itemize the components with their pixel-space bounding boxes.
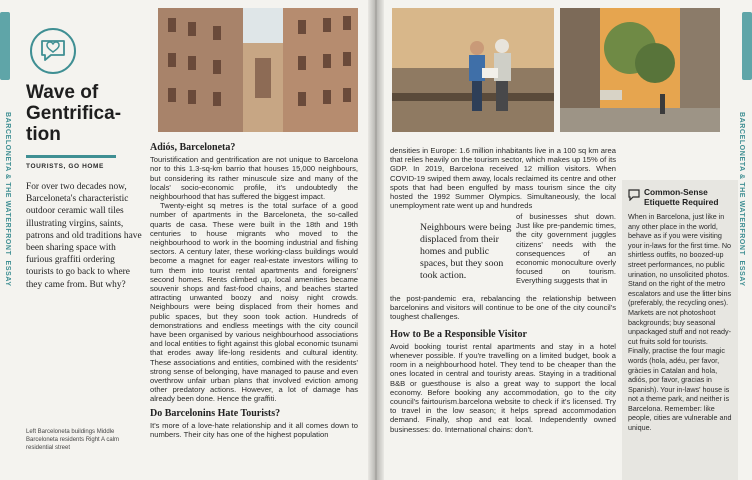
paragraph: densities in Europe: 1.6 million inhabitants live in a 100 sq km area that relies heavily on the tourism sector, which makes up 15% of its GDP. In 2019, Barcelona received 12 million visitors. When COVID-19 swiped them away, locals reclaimed its centre and other spots that had been engulfed by mass tourism since the city hosted the 1992 Summer Olympics. Simultaneously, the local unemployment rate went up and hundreds	[390, 146, 616, 211]
pull-quote: Neighbours were being displaced from their homes and public spaces, but they soon took action.	[420, 222, 512, 281]
intro-paragraph: For over two decades now, Barceloneta's characteristic outdoor ceramic wall tiles illustrating virgins, saints, patrons and old traditions have been sharing space with furious graffiti ordering tourists to go back to where they came from. But why?	[26, 182, 142, 290]
category-label: TOURISTS, GO HOME	[26, 163, 104, 170]
sidebar-header	[628, 188, 734, 207]
subheading-responsible-visitor: How to Be a Responsible Visitor	[390, 328, 527, 340]
right-column-top	[390, 146, 616, 210]
photo-calm-street	[560, 8, 720, 132]
heading-rule	[26, 155, 116, 158]
section-tab-marker	[742, 12, 752, 80]
paragraph: the post-pandemic era, rebalancing the relationship between barcelonins and visitors will continue to be one of the city council's toughest challenges.	[390, 294, 616, 322]
right-column-bottom	[390, 294, 616, 434]
paragraph: of businesses shut down. Just like pre-pandemic times, the city government juggles citizens' needs with the consequences of an economic monoculture overly focused on tourism. Everything suggests that in	[516, 212, 616, 286]
article-heading: Wave of Gentrifica-tion	[26, 82, 122, 145]
etiquette-sidebar	[622, 180, 738, 480]
section-label: BARCELONETA & THE WATERFRONT ESSAY	[738, 112, 745, 287]
left-article-column	[150, 140, 358, 439]
paragraph: Twenty-eight sq metres is the total surface of a good number of apartments in the Barceloneta, the so-called quarts de casa. These were built in the 18th and 19th centuries to house migrants who moved to the neighbourhood to work in the booming industrial and fishing sectors. A century later, these working-class buildings would become a magnet for eager real-estate investors willing to turn them into tourist rental apartments and foreigners' second homes. Rents climbed up, local amenities became souvenir shops and fast-food chains, and beaches started attracting unwanted boozy and noisy night crowds. Neighbours were being displaced from their homes and public spaces, but they soon took action. Hundreds of demonstrations and endless meetings with the city council have been organised by various neighbourhood associations and local entities to fight against this global economic tsunami that erodes away life-long residents and cultural identity. These associations and entities, combined with the residents' strong sense of belonging, have managed to pause and even overthrow unfair urban plans that involved eviction among other predatory actions. However, a lot of damage has already been done. Hence the graffiti.	[150, 201, 358, 404]
photo-barceloneta-buildings	[158, 8, 358, 132]
section-tab-marker	[0, 12, 10, 80]
paragraph: It's more of a love-hate relationship and it all comes down to numbers. Their city has one of the highest population	[150, 420, 358, 440]
heart-speech-bubble-icon	[30, 28, 76, 74]
section-label: BARCELONETA & THE WATERFRONT ESSAY	[4, 112, 11, 287]
sidebar-text: When in Barcelona, just like in any other place in the world, behave as if you were visiting your in-laws for the first time. No shirtless outfits, no boozed-up street performances, no public urination, no unsolicited photos. Stand on the right of the metro escalators and use the litter bins (preferably, the recycling ones). Markets are not photoshoot backgrounds; buy seasonal unpackaged stuff and not ready-cut fruits sold for tourists. Finally, practise the four magic words (hola, adéu, per favor, gràcies in Catalan and hola, adiós, por favor, gracias in Spanish). Your in-laws' house is not a theme park, and neither is Barcelona. Remember: like people, cities are vulnerable and unique.	[628, 212, 732, 433]
subheading-adios: Adiós, Barceloneta?	[150, 142, 236, 153]
subheading-hate-tourists: Do Barcelonins Hate Tourists?	[150, 407, 281, 419]
paragraph: Avoid booking tourist rental apartments and stay in a hotel whenever possible. If you're travelling on a limited budget, book a room in a neighbourhood hotel. They tend to be cheaper than the ones located in central and touristy areas. Staying in a traditional B&B or guesthouse is also a great way to support the local economy. Before booking any accommodation, go to the city council's fairtourism.barcelona website to check if it's licensed. Try to travel in the low season; it helps spread accommodation demand. Finally, shop and eat local. Independently owned businesses: do. International chains: don't.	[390, 341, 616, 434]
photo-barceloneta-residents	[392, 8, 554, 132]
right-column-side	[516, 212, 616, 286]
speech-bubble-icon	[628, 188, 640, 206]
sidebar-title: Common-Sense Etiquette Required	[644, 187, 719, 207]
paragraph: Touristification and gentrification are not unique to Barcelona nor to this 1.3-sq-km barrio that houses 15,000 neighbours, but considering its rather minuscule size and many of the locals' socio-economic profile, it's undoubtedly the neighbourhood that has suffered the biggest impact.	[150, 155, 358, 202]
left-page	[0, 0, 372, 480]
book-spine	[368, 0, 384, 480]
photo-caption: Left Barceloneta buildings Middle Barceloneta residents Right A calm residential street	[26, 429, 120, 451]
